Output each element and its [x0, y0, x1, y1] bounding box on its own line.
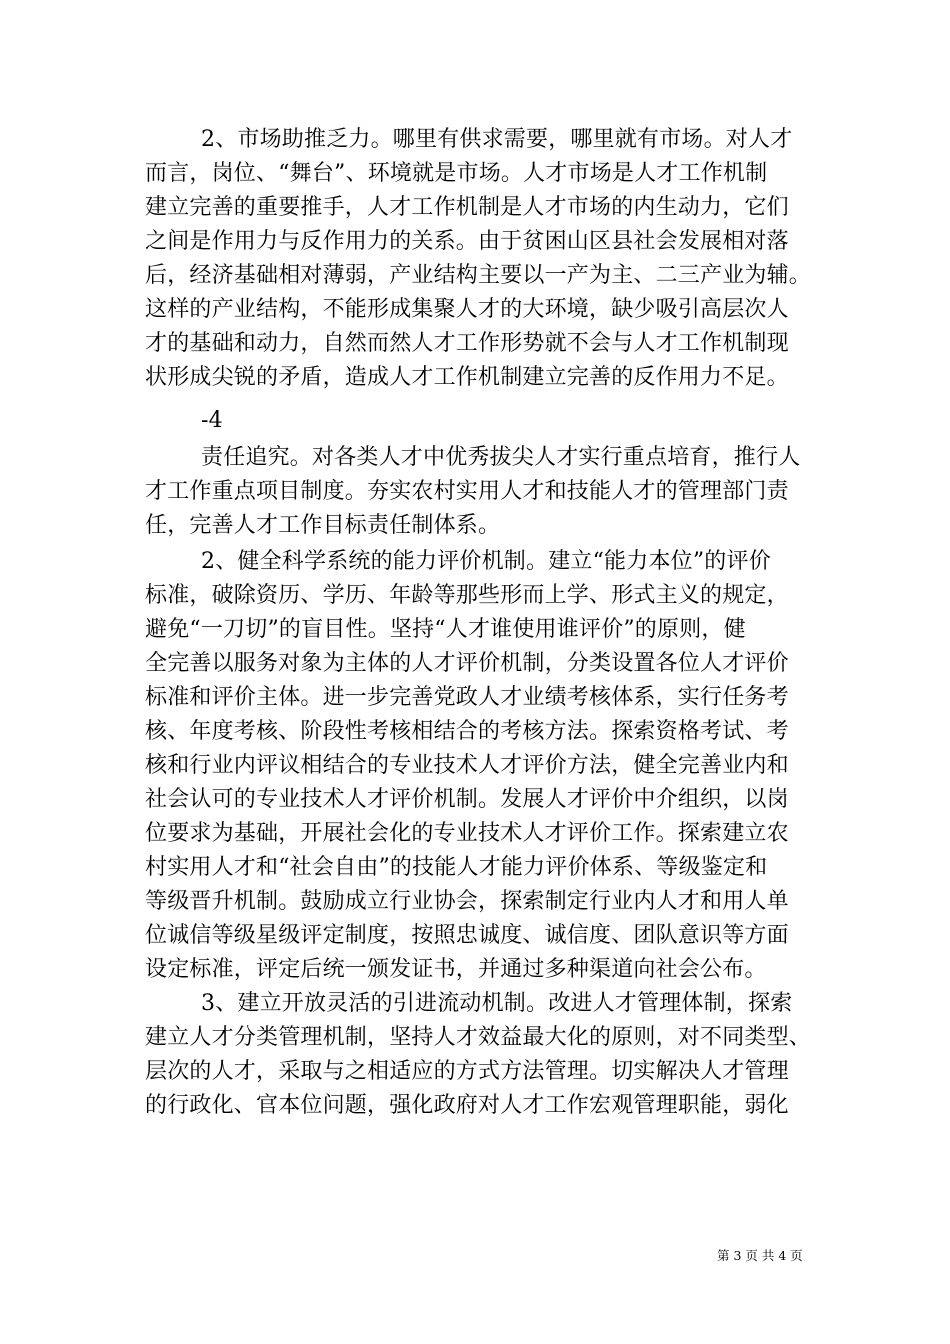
- text-line: 才工作重点项目制度。夯实农村实用人才和技能人才的管理部门责: [145, 479, 789, 504]
- text-line: 标准，破除资历、学历、年龄等那些形而上学、形式主义的规定，: [145, 583, 789, 608]
- text-line: 状形成尖锐的矛盾，造成人才工作机制建立完善的反作用力不足。: [145, 365, 789, 390]
- text-line: 才的基础和动力，自然而然人才工作形势就不会与人才工作机制现: [145, 331, 789, 356]
- text-line: 核和行业内评议相结合的专业技术人才评价方法，健全完善业内和: [145, 753, 789, 778]
- text-line: 的行政化、官本位问题，强化政府对人才工作宏观管理职能，弱化: [145, 1093, 789, 1118]
- text-line: 责任追究。对各类人才中优秀拔尖人才实行重点培育，推行人: [201, 445, 801, 470]
- text-line: 这样的产业结构，不能形成集聚人才的大环境，缺少吸引高层次人: [145, 297, 789, 322]
- text-line: 全完善以服务对象为主体的人才评价机制，分类设置各位人才评价: [145, 651, 789, 676]
- text-line: 位诚信等级星级评定制度，按照忠诚度、诚信度、团队意识等方面: [145, 923, 789, 948]
- text-line: 设定标准，评定后统一颁发证书，并通过多种渠道向社会公布。: [145, 957, 767, 982]
- text-line: 建立人才分类管理机制，坚持人才效益最大化的原则，对不同类型、: [145, 1025, 812, 1050]
- text-line: 任，完善人才工作目标责任制体系。: [145, 513, 501, 538]
- text-line: 而言，岗位、“舞台”、环境就是市场。人才市场是人才工作机制: [145, 161, 768, 186]
- text-line: 位要求为基础，开展社会化的专业技术人才评价工作。探索建立农: [145, 821, 789, 846]
- page-footer-number: 第 3 页 共 4 页: [717, 1248, 803, 1263]
- text-line: 3、建立开放灵活的引进流动机制。改进人才管理体制，探索: [201, 991, 793, 1016]
- text-line: 避免“一刀切”的盲目性。坚持“人才谁使用谁评价”的原则，健: [145, 617, 746, 642]
- text-line: 村实用人才和“社会自由”的技能人才能力评价体系、等级鉴定和: [145, 855, 768, 880]
- text-line: 2、市场助推乏力。哪里有供求需要，哪里就有市场。对人才: [201, 127, 793, 152]
- text-line: 建立完善的重要推手，人才工作机制是人才市场的内生动力，它们: [145, 195, 789, 220]
- text-line: 2、健全科学系统的能力评价机制。建立“能力本位”的评价: [201, 549, 771, 574]
- text-line: 社会认可的专业技术人才评价机制。发展人才评价中介组织，以岗: [145, 787, 789, 812]
- text-line: 后，经济基础相对薄弱，产业结构主要以一产为主、二三产业为辅。: [145, 263, 812, 288]
- text-line: 标准和评价主体。进一步完善党政人才业绩考核体系，实行任务考: [145, 685, 789, 710]
- text-line: 等级晋升机制。鼓励成立行业协会，探索制定行业内人才和用人单: [145, 889, 789, 914]
- text-line: 之间是作用力与反作用力的关系。由于贫困山区县社会发展相对落: [145, 229, 789, 254]
- text-line: 层次的人才，采取与之相适应的方式方法管理。切实解决人才管理: [145, 1059, 789, 1084]
- page-break-marker: -4: [201, 408, 223, 433]
- text-line: 核、年度考核、阶段性考核相结合的考核方法。探索资格考试、考: [145, 719, 789, 744]
